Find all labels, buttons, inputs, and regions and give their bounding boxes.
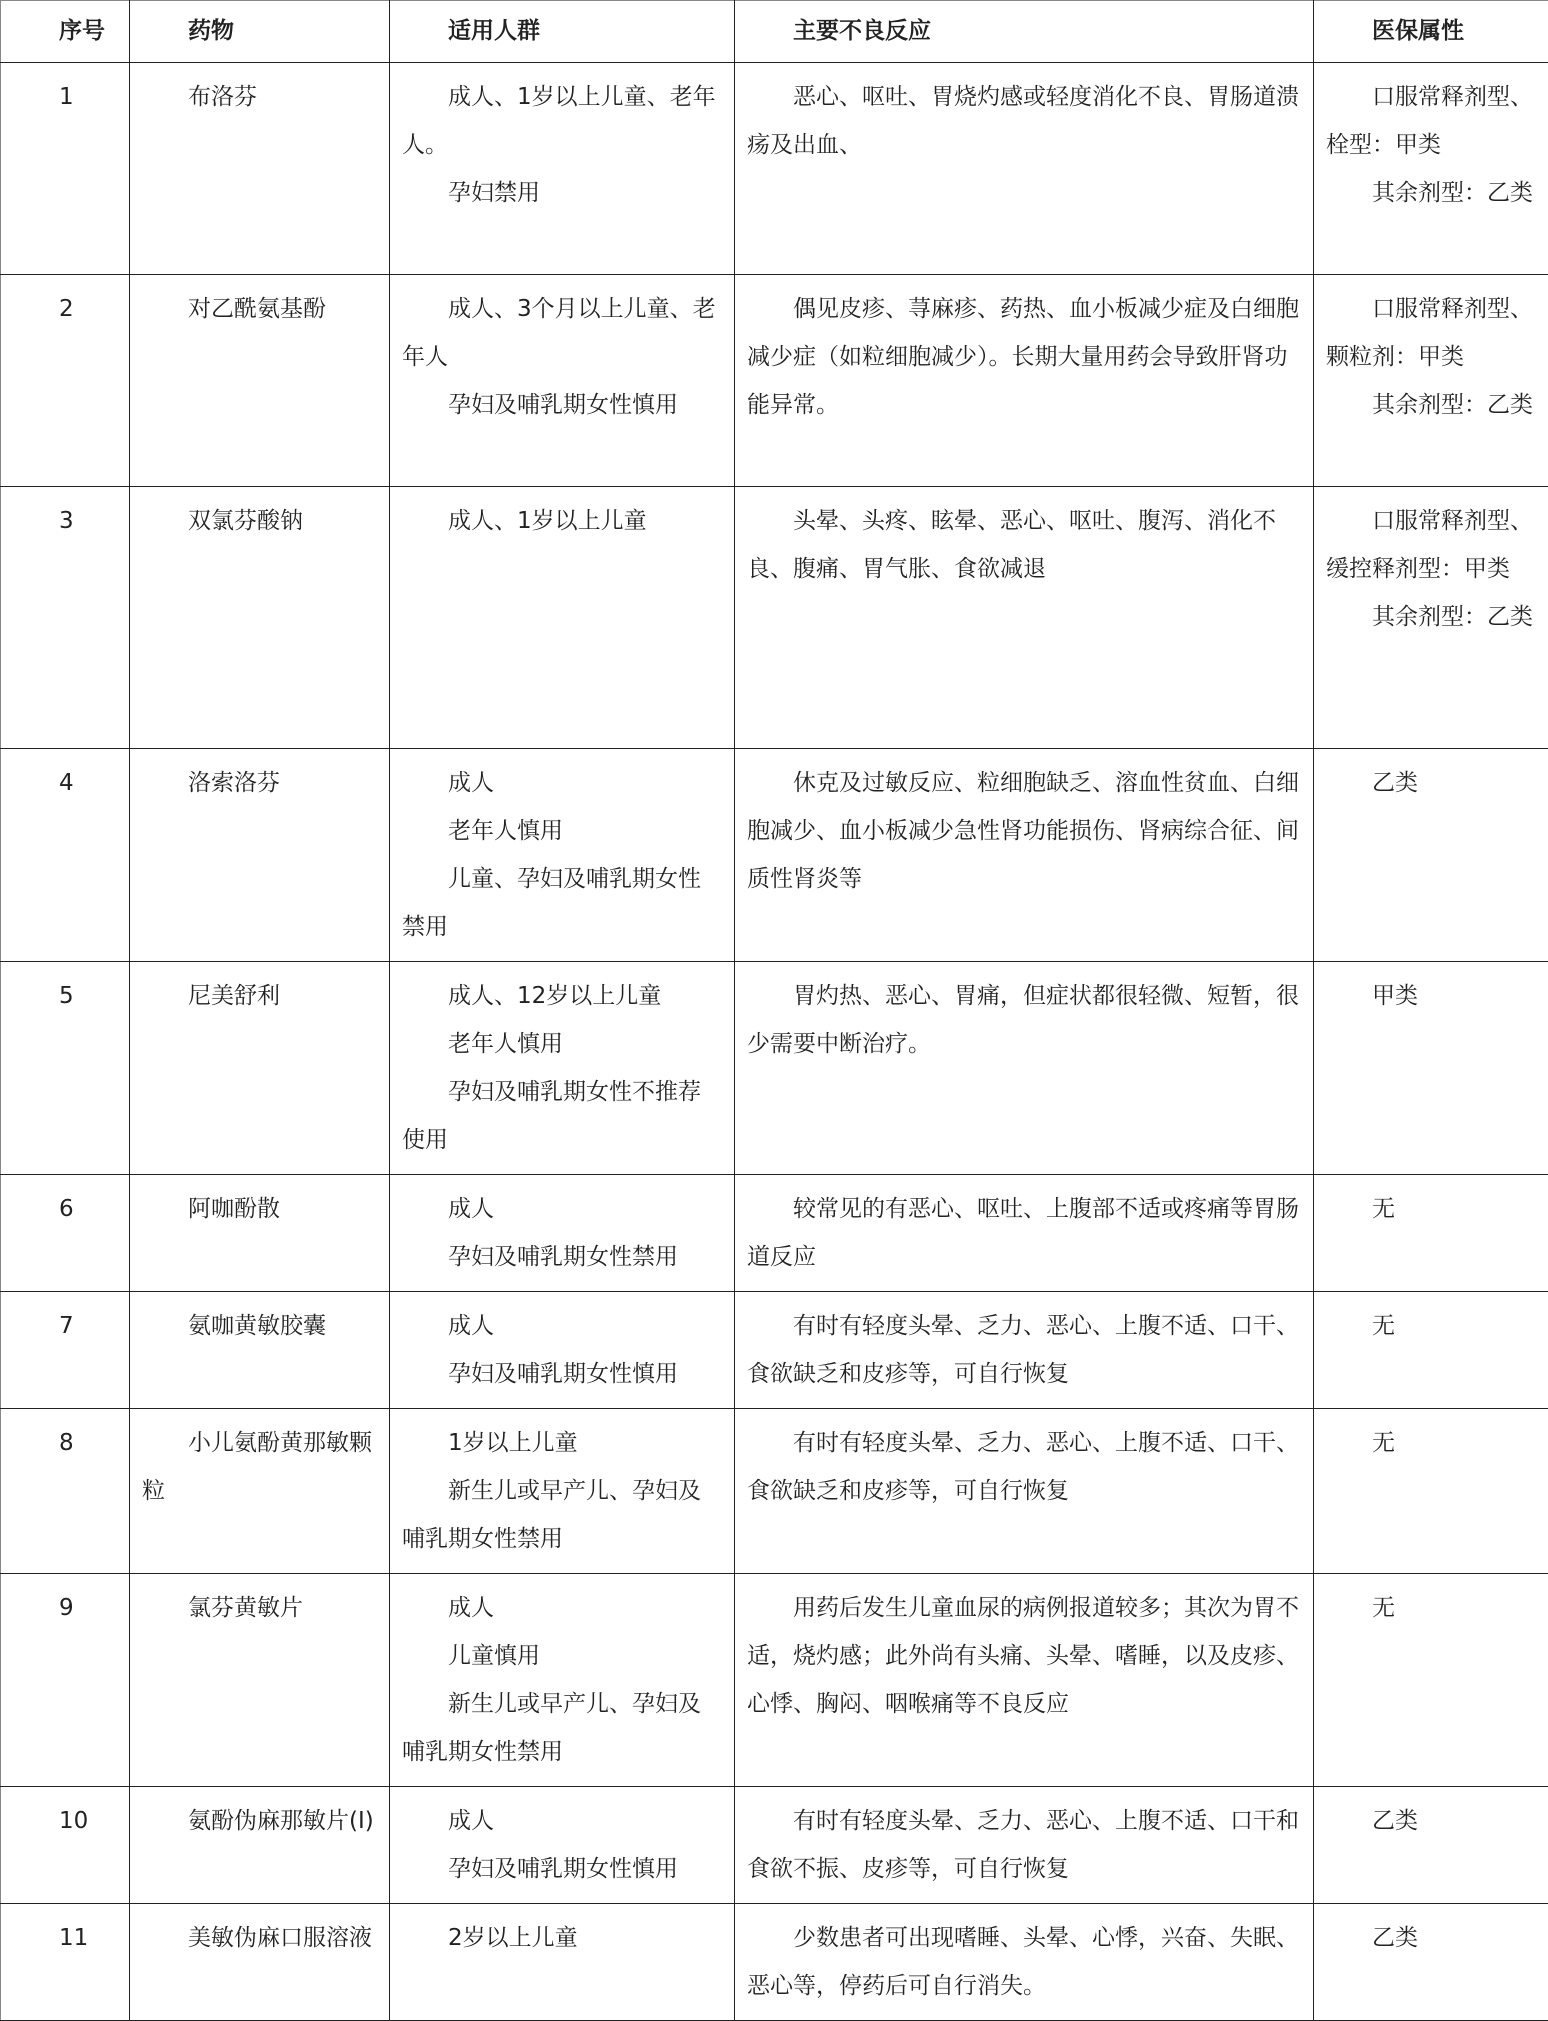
no-cell (1, 962, 130, 1175)
no-text: 5 (13, 972, 117, 1020)
insurance-text: 口服常释剂型、缓控释剂型：甲类 (1326, 497, 1536, 593)
header-population (390, 1, 735, 63)
population-text: 新生儿或早产儿、孕妇及哺乳期女性禁用 (402, 1680, 722, 1776)
no-text: 1 (13, 73, 117, 121)
drug-cell (130, 275, 390, 487)
insurance-text: 其余剂型：乙类 (1326, 169, 1536, 217)
drug-cell (130, 962, 390, 1175)
insurance-cell (1314, 1574, 1548, 1787)
table-row (1, 962, 1548, 1175)
adverse-text: 有时有轻度头晕、乏力、恶心、上腹不适、口干、食欲缺乏和皮疹等，可自行恢复 (747, 1419, 1301, 1515)
insurance-cell (1314, 962, 1548, 1175)
adverse-cell (735, 1787, 1314, 1904)
drug-text: 对乙酰氨基酚 (142, 285, 377, 333)
adverse-cell (735, 1574, 1314, 1787)
insurance-text: 乙类 (1326, 1797, 1536, 1845)
population-text: 老年人慎用 (402, 1020, 722, 1068)
population-cell (390, 962, 735, 1175)
population-text: 孕妇禁用 (402, 169, 722, 217)
table-row (1, 487, 1548, 749)
no-cell (1, 487, 130, 749)
table-row (1, 1574, 1548, 1787)
adverse-text: 偶见皮疹、荨麻疹、药热、血小板减少症及白细胞减少症（如粒细胞减少）。长期大量用药会导致肝肾功能异常。 (747, 285, 1301, 429)
population-text: 儿童、孕妇及哺乳期女性禁用 (402, 855, 722, 951)
insurance-cell (1314, 1787, 1548, 1904)
insurance-text: 口服常释剂型、颗粒剂：甲类 (1326, 285, 1536, 381)
drug-text: 阿咖酚散 (142, 1185, 377, 1233)
population-text: 成人 (402, 759, 722, 807)
drug-cell (130, 1292, 390, 1409)
no-text: 4 (13, 759, 117, 807)
population-cell (390, 1787, 735, 1904)
population-cell (390, 1175, 735, 1292)
adverse-cell (735, 63, 1314, 275)
no-cell (1, 63, 130, 275)
drug-cell (130, 487, 390, 749)
adverse-text: 有时有轻度头晕、乏力、恶心、上腹不适、口干和食欲不振、皮疹等，可自行恢复 (747, 1797, 1301, 1893)
no-text: 10 (13, 1797, 117, 1845)
population-text: 孕妇及哺乳期女性禁用 (402, 1233, 722, 1281)
no-cell (1, 1409, 130, 1574)
insurance-text: 无 (1326, 1419, 1536, 1467)
insurance-text: 无 (1326, 1302, 1536, 1350)
insurance-cell (1314, 1175, 1548, 1292)
header-drug (130, 1, 390, 63)
adverse-text: 胃灼热、恶心、胃痛，但症状都很轻微、短暂，很少需要中断治疗。 (747, 972, 1301, 1068)
adverse-text: 头晕、头疼、眩晕、恶心、呕吐、腹泻、消化不良、腹痛、胃气胀、食欲减退 (747, 497, 1301, 593)
population-cell (390, 1574, 735, 1787)
drug-text: 氯芬黄敏片 (142, 1584, 377, 1632)
adverse-cell (735, 487, 1314, 749)
drug-text: 布洛芬 (142, 73, 377, 121)
no-cell (1, 749, 130, 962)
population-cell (390, 1904, 735, 2021)
header-label: 药物 (142, 7, 377, 55)
drug-text: 氨咖黄敏胶囊 (142, 1302, 377, 1350)
header-label: 医保属性 (1326, 7, 1536, 55)
no-cell (1, 1175, 130, 1292)
insurance-text: 甲类 (1326, 972, 1536, 1020)
insurance-cell (1314, 487, 1548, 749)
population-text: 成人、1岁以上儿童、老年人。 (402, 73, 722, 169)
header-no (1, 1, 130, 63)
population-text: 2岁以上儿童 (402, 1914, 722, 1962)
adverse-cell (735, 1409, 1314, 1574)
header-label: 适用人群 (402, 7, 722, 55)
table-row (1, 1904, 1548, 2021)
no-cell (1, 1292, 130, 1409)
population-cell (390, 1409, 735, 1574)
adverse-cell (735, 1175, 1314, 1292)
drug-text: 小儿氨酚黄那敏颗粒 (142, 1419, 377, 1515)
table-row (1, 63, 1548, 275)
population-text: 孕妇及哺乳期女性慎用 (402, 1350, 722, 1398)
adverse-cell (735, 275, 1314, 487)
population-text: 儿童慎用 (402, 1632, 722, 1680)
insurance-text: 口服常释剂型、栓型：甲类 (1326, 73, 1536, 169)
population-text: 成人 (402, 1185, 722, 1233)
population-text: 新生儿或早产儿、孕妇及哺乳期女性禁用 (402, 1467, 722, 1563)
no-cell (1, 1904, 130, 2021)
population-text: 成人 (402, 1797, 722, 1845)
header-insurance (1314, 1, 1548, 63)
no-text: 8 (13, 1419, 117, 1467)
table-row (1, 1409, 1548, 1574)
insurance-text: 其余剂型：乙类 (1326, 381, 1536, 429)
no-text: 9 (13, 1584, 117, 1632)
adverse-cell (735, 1292, 1314, 1409)
adverse-cell (735, 1904, 1314, 2021)
insurance-cell (1314, 275, 1548, 487)
header-row (1, 1, 1548, 63)
population-cell (390, 63, 735, 275)
header-label: 主要不良反应 (747, 7, 1301, 55)
insurance-text: 其余剂型：乙类 (1326, 593, 1536, 641)
population-text: 孕妇及哺乳期女性慎用 (402, 1845, 722, 1893)
population-cell (390, 275, 735, 487)
insurance-cell (1314, 1292, 1548, 1409)
adverse-text: 恶心、呕吐、胃烧灼感或轻度消化不良、胃肠道溃疡及出血、 (747, 73, 1301, 169)
no-cell (1, 275, 130, 487)
drug-cell (130, 749, 390, 962)
population-text: 1岁以上儿童 (402, 1419, 722, 1467)
drug-text: 双氯芬酸钠 (142, 497, 377, 545)
insurance-cell (1314, 1409, 1548, 1574)
table-row (1, 275, 1548, 487)
population-cell (390, 487, 735, 749)
adverse-text: 较常见的有恶心、呕吐、上腹部不适或疼痛等胃肠道反应 (747, 1185, 1301, 1281)
table-row (1, 749, 1548, 962)
population-text: 老年人慎用 (402, 807, 722, 855)
adverse-text: 用药后发生儿童血尿的病例报道较多；其次为胃不适，烧灼感；此外尚有头痛、头晕、嗜睡，以及皮疹、心悸、胸闷、咽喉痛等不良反应 (747, 1584, 1301, 1728)
drug-text: 洛索洛芬 (142, 759, 377, 807)
no-cell (1, 1787, 130, 1904)
population-text: 孕妇及哺乳期女性慎用 (402, 381, 722, 429)
drug-text: 氨酚伪麻那敏片(I) (142, 1797, 377, 1845)
insurance-text: 无 (1326, 1185, 1536, 1233)
adverse-text: 休克及过敏反应、粒细胞缺乏、溶血性贫血、白细胞减少、血小板减少急性肾功能损伤、肾病综合征、间质性肾炎等 (747, 759, 1301, 903)
drug-cell (130, 1574, 390, 1787)
adverse-text: 少数患者可出现嗜睡、头晕、心悸，兴奋、失眠、恶心等，停药后可自行消失。 (747, 1914, 1301, 2010)
drug-cell (130, 1409, 390, 1574)
drug-cell (130, 1787, 390, 1904)
population-text: 孕妇及哺乳期女性不推荐使用 (402, 1068, 722, 1164)
header-adverse (735, 1, 1314, 63)
population-text: 成人、1岁以上儿童 (402, 497, 722, 545)
insurance-text: 无 (1326, 1584, 1536, 1632)
population-cell (390, 1292, 735, 1409)
population-cell (390, 749, 735, 962)
no-text: 11 (13, 1914, 117, 1962)
population-text: 成人 (402, 1584, 722, 1632)
adverse-cell (735, 962, 1314, 1175)
no-text: 3 (13, 497, 117, 545)
population-text: 成人、3个月以上儿童、老年人 (402, 285, 722, 381)
adverse-cell (735, 749, 1314, 962)
insurance-text: 乙类 (1326, 1914, 1536, 1962)
no-text: 7 (13, 1302, 117, 1350)
no-text: 2 (13, 285, 117, 333)
drug-cell (130, 63, 390, 275)
population-text: 成人 (402, 1302, 722, 1350)
drug-text: 尼美舒利 (142, 972, 377, 1020)
table-row (1, 1292, 1548, 1409)
no-cell (1, 1574, 130, 1787)
insurance-text: 乙类 (1326, 759, 1536, 807)
adverse-text: 有时有轻度头晕、乏力、恶心、上腹不适、口干、食欲缺乏和皮疹等，可自行恢复 (747, 1302, 1301, 1398)
drug-text: 美敏伪麻口服溶液 (142, 1914, 377, 1962)
drug-cell (130, 1175, 390, 1292)
population-text: 成人、12岁以上儿童 (402, 972, 722, 1020)
no-text: 6 (13, 1185, 117, 1233)
drug-cell (130, 1904, 390, 2021)
insurance-cell (1314, 1904, 1548, 2021)
insurance-cell (1314, 63, 1548, 275)
header-label: 序号 (13, 7, 117, 55)
table-row (1, 1175, 1548, 1292)
table-row (1, 1787, 1548, 1904)
insurance-cell (1314, 749, 1548, 962)
